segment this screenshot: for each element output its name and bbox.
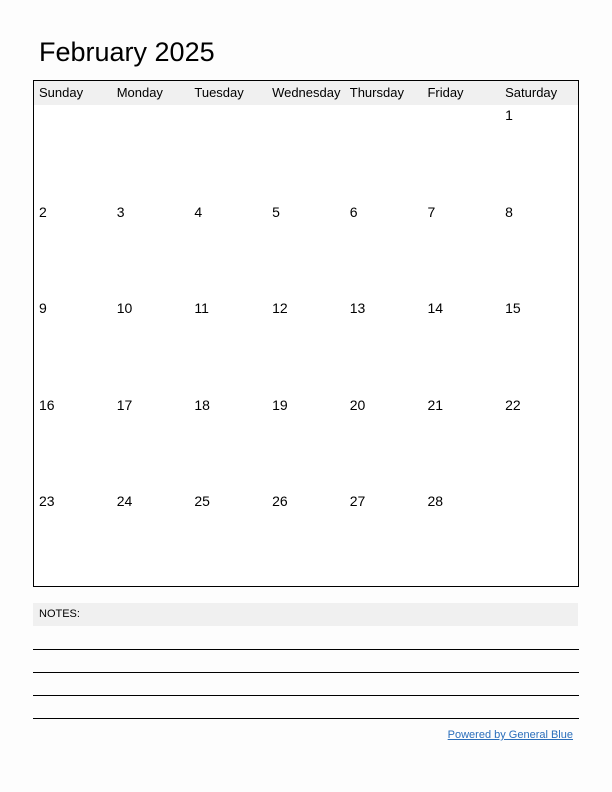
day-cell: 12 [272,300,288,316]
weekday-saturday: Saturday [505,85,558,100]
notes-line [33,695,579,696]
week-row [34,202,578,299]
weekday-header [34,81,578,105]
day-cell: 14 [427,300,444,316]
day-cell: 1 [505,107,513,123]
day-cell: 19 [272,396,288,413]
weekday-wednesday: Wednesday [272,85,341,100]
notes-line [33,672,579,673]
day-cell: 4 [194,203,203,220]
day-cell: 3 [116,203,125,220]
page-title: February 2025 [39,37,215,67]
day-cell: 20 [349,396,366,413]
notes-line [33,649,579,650]
day-cell [189,105,267,202]
day-cell: 22 [505,396,521,413]
day-cell: 26 [272,493,288,509]
day-cell: 28 [427,493,444,509]
weekday-tuesday: Tuesday [194,85,244,100]
week-row [34,395,578,492]
day-cell: 21 [427,396,444,413]
day-cell: 23 [39,493,55,509]
notes-label: NOTES: [33,603,578,626]
notes-line [33,718,579,719]
day-cell [500,491,578,588]
day-cell [34,105,112,202]
calendar-grid [33,80,579,587]
week-row [34,298,578,395]
day-cell: 7 [427,203,436,220]
weekday-friday: Friday [427,85,464,100]
day-cell [112,105,190,202]
powered-by-link[interactable]: Powered by General Blue [447,729,573,741]
day-cell: 18 [194,396,210,413]
week-row [34,105,578,202]
day-cell: 11 [194,300,209,316]
day-cell: 17 [116,396,133,413]
day-cell: 9 [39,300,47,316]
day-cell: 16 [39,396,55,413]
day-cell [422,105,500,202]
day-cell: 10 [116,300,133,316]
weekday-thursday: Thursday [349,85,404,100]
day-cell: 24 [116,493,133,509]
week-row [34,491,578,588]
day-cell: 5 [272,203,280,220]
day-cell: 25 [194,493,210,509]
weekday-sunday: Sunday [39,85,84,100]
day-cell: 27 [349,493,366,509]
day-cell: 8 [505,203,513,220]
day-cell [267,105,345,202]
day-cell: 2 [39,203,47,220]
day-cell: 13 [349,300,366,316]
day-cell: 6 [349,203,358,220]
weeks [34,105,578,588]
weekday-monday: Monday [116,85,163,100]
day-cell: 15 [505,300,521,316]
day-cell [345,105,423,202]
